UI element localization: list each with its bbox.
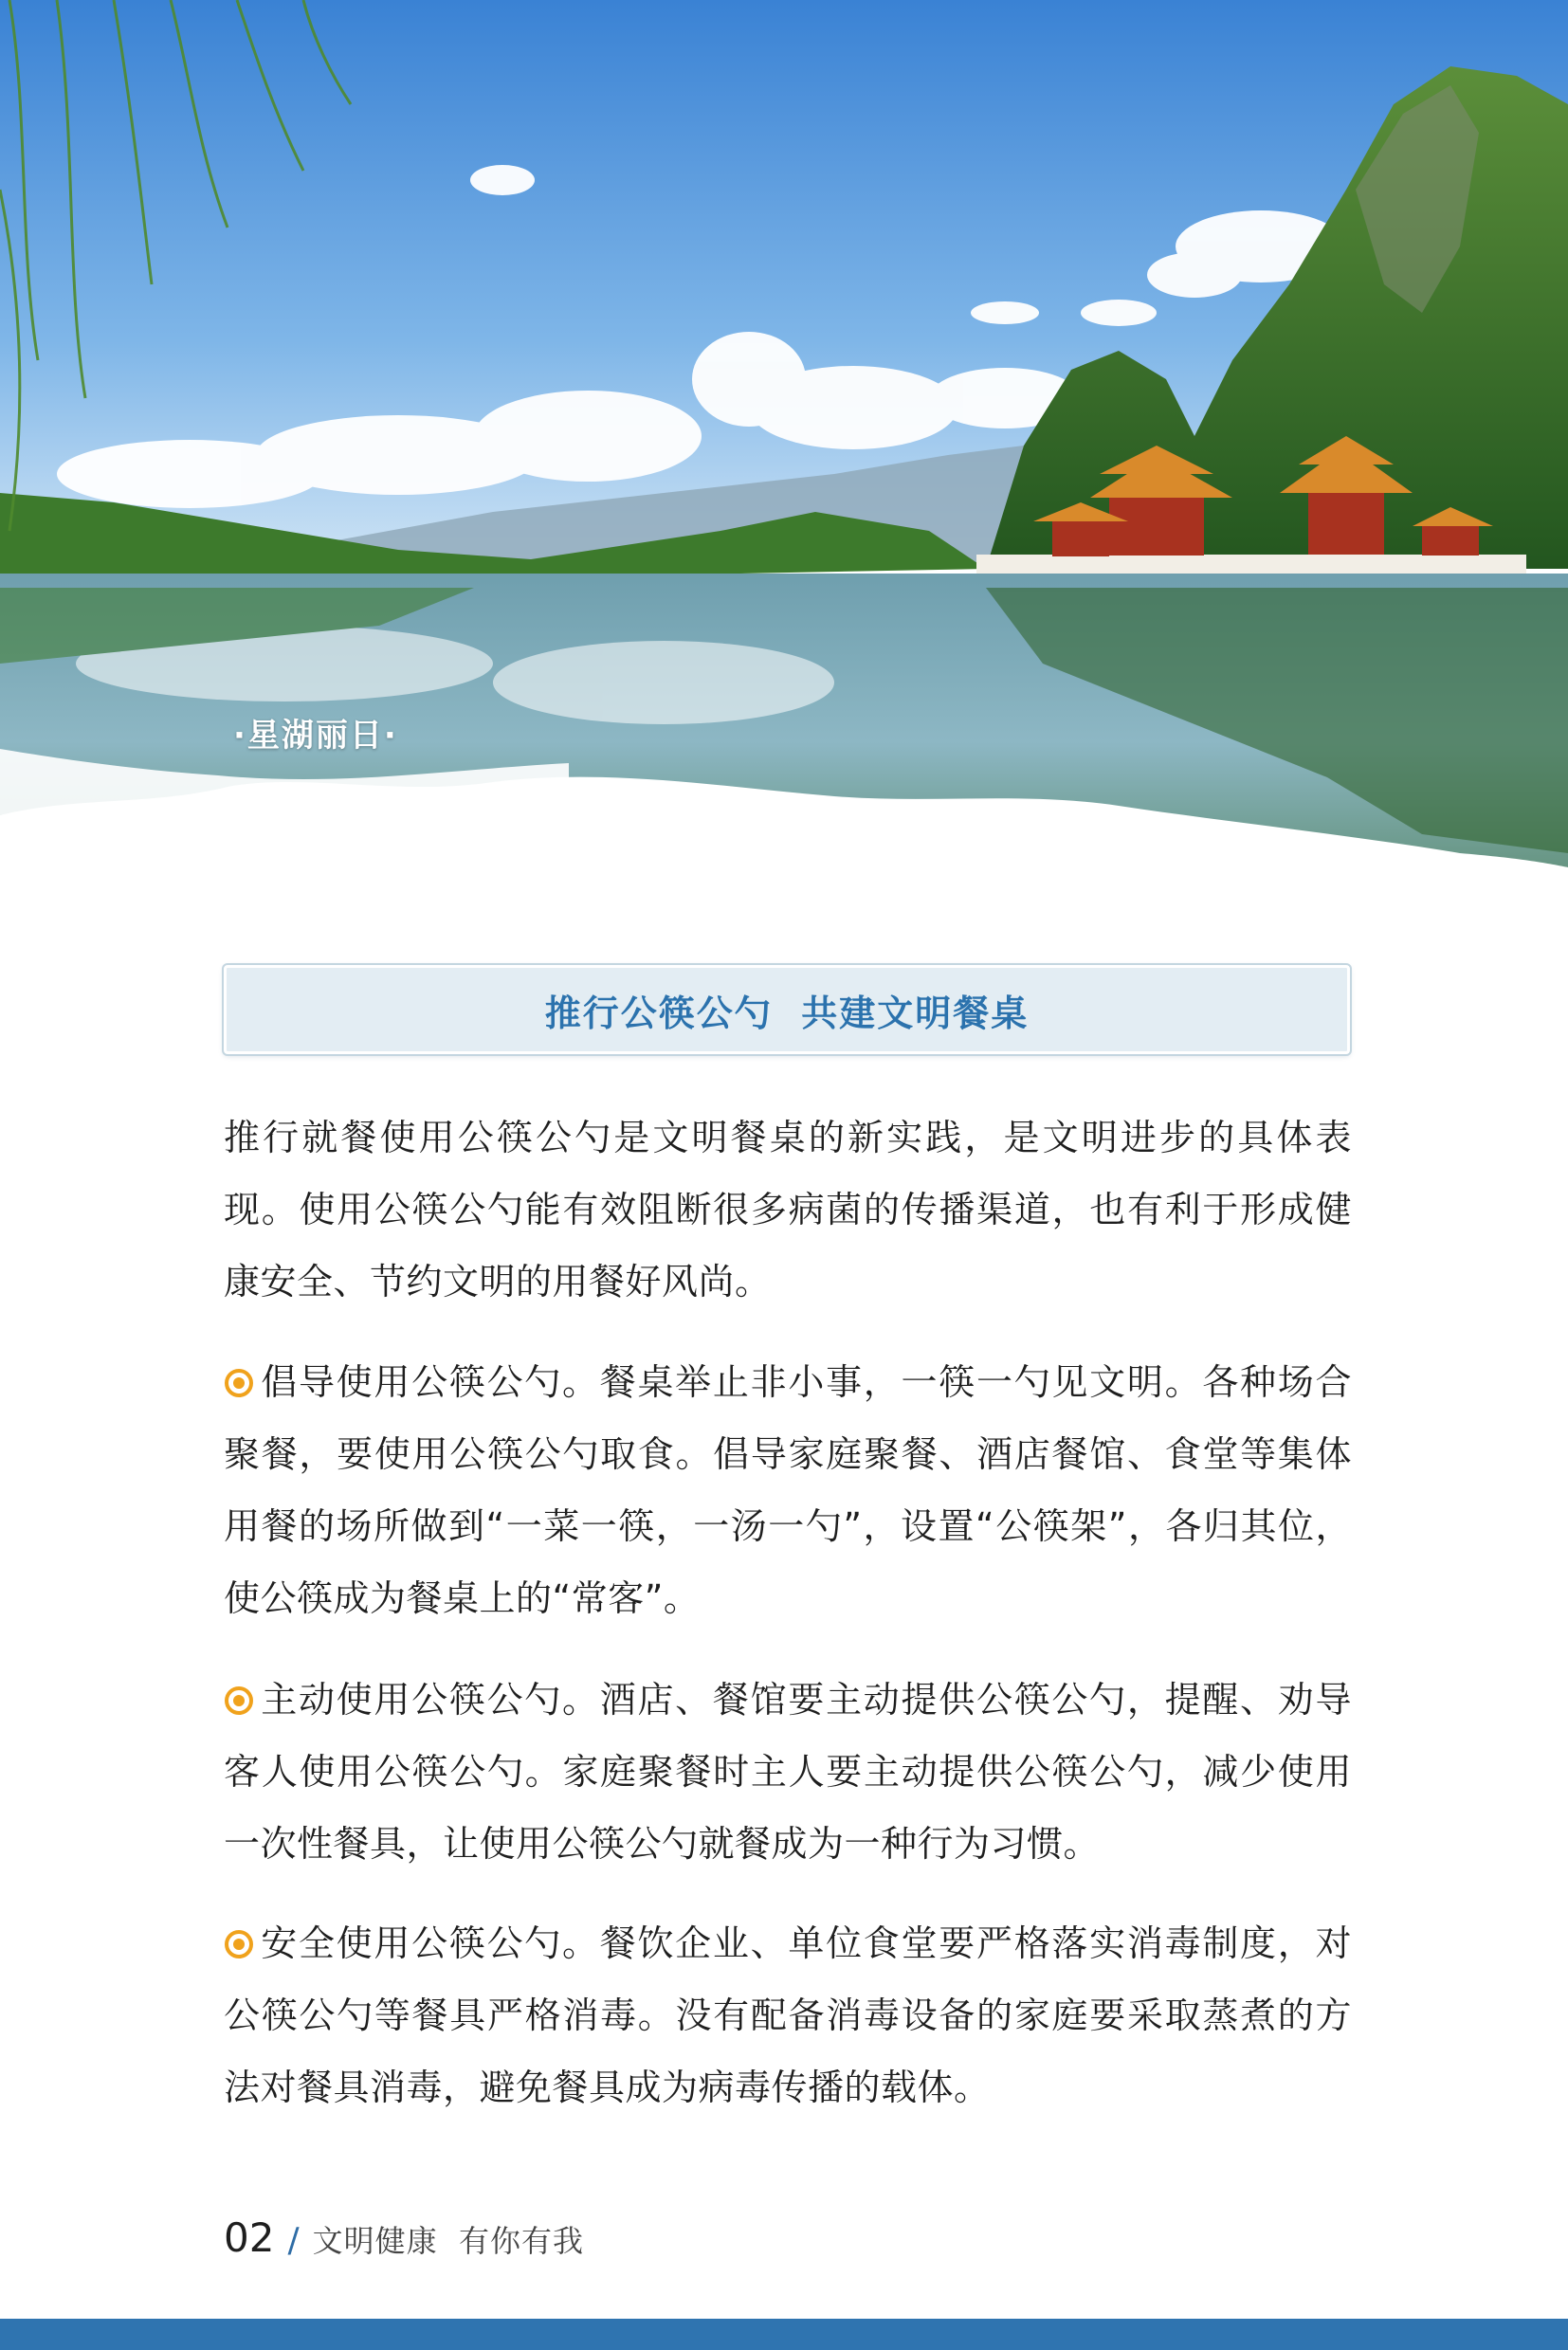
page-number: 02: [224, 2214, 275, 2261]
item-paragraph-1: [224, 1346, 1352, 1634]
footer-slogan: 文明健康 有你有我: [312, 2223, 584, 2259]
item-text: 倡导使用公筷公勺。餐桌举止非小事，一筷一勺见文明。各种场合聚餐，要使用公筷公勺取食。倡导家庭聚餐、酒店餐馆、食堂等集体用餐的场所做到“一菜一筷，一汤一勺”，设置“公筷架”，各归其位，使公筷成为餐桌上的“常客”。: [224, 1361, 1352, 1619]
page-footer: [224, 2214, 584, 2261]
item-text: 主动使用公筷公勺。酒店、餐馆要主动提供公筷公勺，提醒、劝导客人使用公筷公勺。家庭聚餐时主人要主动提供公筷公勺，减少使用一次性餐具，让使用公筷公勺就餐成为一种行为习惯。: [224, 1679, 1352, 1865]
double-circle-bullet-icon: [224, 1929, 254, 1959]
double-circle-bullet-icon: [224, 1685, 254, 1716]
bottom-accent-bar: [0, 2319, 1568, 2350]
double-circle-bullet-icon: [224, 1368, 254, 1398]
hero-photo: [0, 0, 1568, 910]
photo-caption: ·星湖丽日·: [233, 717, 398, 755]
item-text: 安全使用公筷公勺。餐饮企业、单位食堂要严格落实消毒制度，对公筷公勺等餐具严格消毒。没有配备消毒设备的家庭要采取蒸煮的方法对餐具消毒，避免餐具成为病毒传播的载体。: [224, 1922, 1352, 2108]
section-title-banner: [224, 965, 1350, 1054]
item-paragraph-3: [224, 1907, 1352, 2123]
item-paragraph-2: [224, 1664, 1352, 1880]
intro-paragraph: 推行就餐使用公筷公勺是文明餐桌的新实践，是文明进步的具体表现。使用公筷公勺能有效阻断很多病菌的传播渠道，也有利于形成健康安全、节约文明的用餐好风尚。: [224, 1117, 1352, 1303]
footer-slash: /: [287, 2221, 300, 2260]
section-title: 推行公筷公勺 共建文明餐桌: [544, 992, 1030, 1034]
